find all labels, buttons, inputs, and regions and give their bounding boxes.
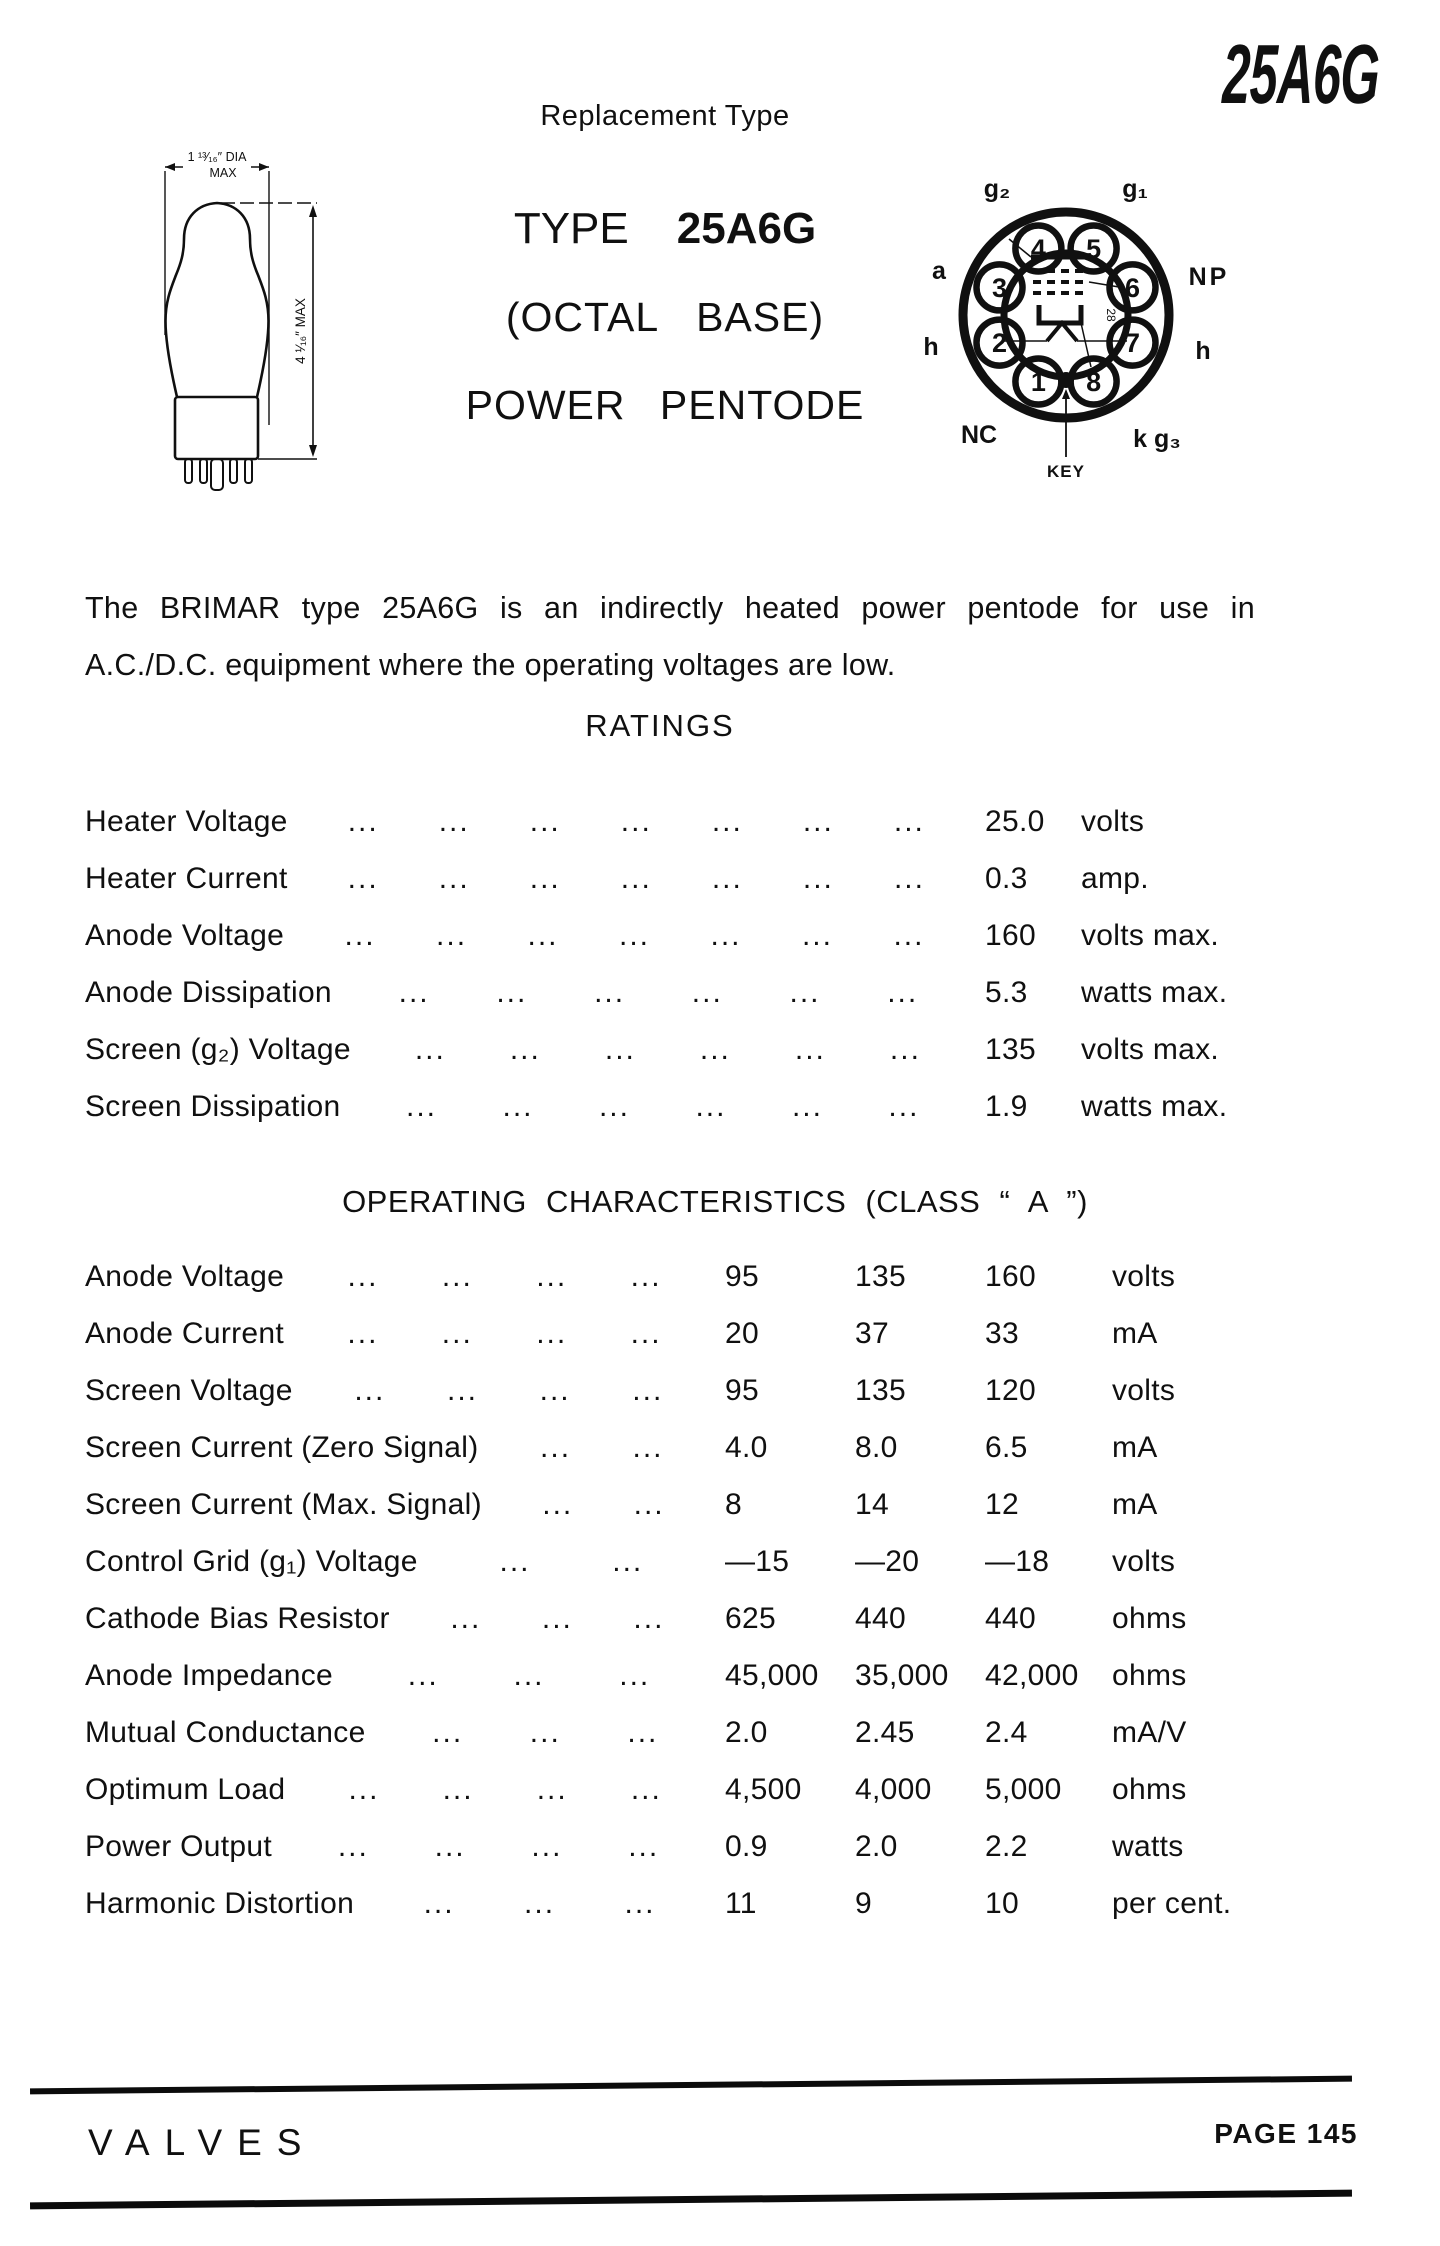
dot-group: ... <box>441 1260 473 1293</box>
characteristic-value: 4,000 <box>855 1773 932 1806</box>
dot-group: ... <box>337 1830 369 1863</box>
row-label-cell <box>85 1818 725 1875</box>
dia-dimension-label: 1 ¹³⁄₁₆″ DIA <box>187 150 247 164</box>
ratings-row <box>85 850 1275 907</box>
dot-group: ... <box>627 1716 659 1749</box>
characteristic-value: 625 <box>725 1602 776 1635</box>
dot-group: ... <box>630 1260 662 1293</box>
row-label-cell <box>85 1362 725 1419</box>
characteristic-value: 440 <box>855 1602 906 1635</box>
pin-label-a: a <box>932 257 946 285</box>
dot-group: ... <box>541 1602 573 1635</box>
tube-pins <box>185 459 252 490</box>
row-label: Anode Impedance <box>85 1659 334 1692</box>
dot-leaders <box>284 1248 725 1305</box>
characteristics-row <box>85 1818 1355 1875</box>
row-label-cell <box>85 1761 725 1818</box>
row-label-cell <box>85 907 985 964</box>
rating-value-cell <box>985 793 1275 850</box>
type-title <box>370 204 960 254</box>
characteristic-value: 6.5 <box>985 1431 1028 1464</box>
rating-value-cell <box>985 1021 1275 1078</box>
dot-leaders <box>366 1704 725 1761</box>
dot-group: ... <box>529 805 561 838</box>
rating-value: 135 <box>985 1033 1036 1066</box>
rating-unit: amp. <box>1081 862 1149 895</box>
dot-group: ... <box>542 1488 574 1521</box>
characteristic-unit: mA <box>1112 1488 1158 1521</box>
power-pentode-subtitle: POWER PENTODE <box>465 382 865 428</box>
dot-group: ... <box>620 862 652 895</box>
characteristic-unit: ohms <box>1112 1773 1187 1806</box>
footer-bottom-rule <box>30 2190 1352 2210</box>
characteristic-value: 20 <box>725 1317 759 1350</box>
row-label: Screen Voltage <box>85 1374 293 1407</box>
dot-leaders <box>351 1021 985 1078</box>
dot-group: ... <box>499 1545 531 1578</box>
dot-group: ... <box>441 1317 473 1350</box>
octal-base-subtitle: (OCTAL BASE) <box>505 294 825 340</box>
characteristic-unit: volts <box>1112 1374 1176 1407</box>
type-title-prefix: TYPE <box>513 204 629 253</box>
dot-leaders <box>284 907 985 964</box>
characteristic-value: 11 <box>725 1887 757 1920</box>
row-label: Cathode Bias Resistor <box>85 1602 390 1635</box>
pin-number-1: 1 <box>1030 367 1046 397</box>
characteristic-value: 0.9 <box>725 1830 768 1863</box>
dot-group: ... <box>540 1431 572 1464</box>
intro-line-1: The BRIMAR type 25A6G is an indirectly heated power pentode for use in <box>85 591 1255 625</box>
dot-group: ... <box>434 1830 466 1863</box>
dot-group: ... <box>632 1374 664 1407</box>
dot-group: ... <box>513 1659 545 1692</box>
dot-group: ... <box>536 1773 568 1806</box>
dot-group: ... <box>531 1830 563 1863</box>
characteristic-unit: volts <box>1112 1260 1176 1293</box>
row-label-cell <box>85 1021 985 1078</box>
dot-group: ... <box>450 1602 482 1635</box>
row-label-cell <box>85 850 985 907</box>
row-label: Heater Voltage <box>85 805 288 838</box>
pin-label-g2: g₂ <box>983 175 1011 203</box>
dot-group: ... <box>536 1260 568 1293</box>
tube-bulb <box>166 203 269 397</box>
ratings-row <box>85 793 1275 850</box>
dot-group: ... <box>348 1773 380 1806</box>
page-corner-type-number: 25A6G <box>1221 27 1380 121</box>
row-label: Anode Voltage <box>85 1260 285 1293</box>
dot-group: ... <box>527 919 559 952</box>
characteristics-row <box>85 1248 1355 1305</box>
characteristics-row <box>85 1761 1355 1818</box>
characteristics-row <box>85 1419 1355 1476</box>
characteristic-value: —15 <box>725 1545 790 1578</box>
octal-base-pinout-diagram <box>881 137 1251 507</box>
characteristic-value: 33 <box>985 1317 1019 1350</box>
row-label: Screen Current (Max. Signal) <box>85 1488 482 1521</box>
row-label-cell <box>85 793 985 850</box>
dot-group: ... <box>524 1887 556 1920</box>
dot-group: ... <box>347 805 379 838</box>
rating-value: 25.0 <box>985 805 1045 838</box>
dot-group: ... <box>407 1659 439 1692</box>
rating-value: 0.3 <box>985 862 1028 895</box>
dot-group: ... <box>619 919 651 952</box>
dim-arrow-up <box>309 205 317 217</box>
dot-leaders <box>288 793 985 850</box>
footer-section-label: VALVES <box>88 2122 317 2163</box>
row-label-cell <box>85 1875 725 1932</box>
dot-group: ... <box>711 805 743 838</box>
row-label: Anode Current <box>85 1317 285 1350</box>
rating-unit: volts <box>1081 805 1145 838</box>
characteristics-row <box>85 1476 1355 1533</box>
dot-group: ... <box>620 805 652 838</box>
dot-group: ... <box>536 1317 568 1350</box>
height-dimension-label: 4 ¹⁄₁₆″ MAX <box>293 298 308 364</box>
dot-group: ... <box>414 1033 446 1066</box>
dot-group: ... <box>438 805 470 838</box>
row-label: Optimum Load <box>85 1773 286 1806</box>
pin-number-8: 8 <box>1086 367 1102 397</box>
dot-group: ... <box>628 1830 660 1863</box>
dot-group: ... <box>539 1374 571 1407</box>
characteristic-unit: mA/V <box>1112 1716 1187 1749</box>
dot-group: ... <box>354 1374 386 1407</box>
characteristic-unit: per cent. <box>1112 1887 1232 1920</box>
row-label-cell <box>85 1590 725 1647</box>
row-label: Heater Current <box>85 862 288 895</box>
type-title-number: 25A6G <box>676 204 817 253</box>
characteristic-value: 2.0 <box>725 1716 768 1749</box>
dim-arrow-right <box>259 163 269 171</box>
pin-number-2: 2 <box>991 328 1008 358</box>
dot-group: ... <box>710 919 742 952</box>
dot-group: ... <box>801 919 833 952</box>
ratings-row <box>85 907 1275 964</box>
dot-group: ... <box>594 976 626 1009</box>
rating-unit: watts max. <box>1081 976 1228 1009</box>
dot-leaders <box>390 1590 725 1647</box>
dot-group: ... <box>711 862 743 895</box>
row-label-cell <box>85 1533 725 1590</box>
characteristic-unit: volts <box>1112 1545 1176 1578</box>
characteristic-value: 120 <box>985 1374 1036 1407</box>
row-label-cell <box>85 1078 985 1135</box>
pin-label-nc: NC <box>960 421 998 449</box>
dot-leaders <box>354 1875 725 1932</box>
row-label: Anode Dissipation <box>85 976 332 1009</box>
dia-dimension-label-2: MAX <box>209 166 237 180</box>
tube-outline-drawing <box>117 125 347 495</box>
dot-group: ... <box>347 1317 379 1350</box>
characteristic-value: 8.0 <box>855 1431 898 1464</box>
characteristic-value: 2.4 <box>985 1716 1028 1749</box>
dot-group: ... <box>695 1090 727 1123</box>
pin-number-6: 6 <box>1124 273 1141 303</box>
characteristic-unit: mA <box>1112 1317 1158 1350</box>
ratings-table <box>85 793 1275 1135</box>
characteristic-value: 135 <box>855 1374 906 1407</box>
dot-group: ... <box>423 1887 455 1920</box>
dot-group: ... <box>887 976 919 1009</box>
dot-group: ... <box>438 862 470 895</box>
dot-leaders <box>482 1476 725 1533</box>
pin-label-h-left: h <box>923 333 939 361</box>
characteristic-value: —18 <box>985 1545 1050 1578</box>
dot-group: ... <box>344 919 376 952</box>
characteristic-value: 5,000 <box>985 1773 1062 1806</box>
dot-group: ... <box>802 862 834 895</box>
dot-leaders <box>288 850 985 907</box>
dim-arrow-left <box>165 163 175 171</box>
dot-leaders <box>332 964 985 1021</box>
dot-group: ... <box>794 1033 826 1066</box>
dot-group: ... <box>446 1374 478 1407</box>
characteristic-value: 2.45 <box>855 1716 915 1749</box>
dot-leaders <box>285 1761 725 1818</box>
dot-group: ... <box>789 976 821 1009</box>
basing-code: 28 <box>1104 308 1118 322</box>
dot-group: ... <box>436 919 468 952</box>
characteristic-value: 160 <box>985 1260 1036 1293</box>
dot-leaders <box>418 1533 725 1590</box>
pin-label-np: NP <box>1188 263 1230 291</box>
intro-paragraph <box>85 580 1255 694</box>
dot-leaders <box>284 1305 725 1362</box>
row-label-cell <box>85 1476 725 1533</box>
dot-group: ... <box>889 1033 921 1066</box>
key-label: KEY <box>1047 462 1085 481</box>
characteristic-unit: watts <box>1112 1830 1184 1863</box>
characteristics-row <box>85 1647 1355 1704</box>
ratings-row <box>85 1021 1275 1078</box>
characteristic-value: 45,000 <box>725 1659 819 1692</box>
row-label-cell <box>85 1419 725 1476</box>
characteristic-value: 2.0 <box>855 1830 898 1863</box>
characteristic-value: 37 <box>855 1317 889 1350</box>
dot-group: ... <box>893 862 925 895</box>
row-label-cell <box>85 1704 725 1761</box>
characteristics-row <box>85 1533 1355 1590</box>
rating-unit: volts max. <box>1081 1033 1220 1066</box>
characteristic-value: 14 <box>855 1488 889 1521</box>
dot-group: ... <box>598 1090 630 1123</box>
dot-group: ... <box>791 1090 823 1123</box>
ratings-row <box>85 1078 1275 1135</box>
characteristic-value: 95 <box>725 1260 759 1293</box>
dot-group: ... <box>633 1488 665 1521</box>
intro-line-2: A.C./D.C. equipment where the operating voltages are low. <box>85 648 896 682</box>
dot-group: ... <box>432 1716 464 1749</box>
row-label-cell <box>85 1305 725 1362</box>
row-label: Screen Current (Zero Signal) <box>85 1431 479 1464</box>
characteristics-row <box>85 1305 1355 1362</box>
pin-number-4: 4 <box>1030 234 1046 264</box>
dot-leaders <box>272 1818 725 1875</box>
row-label-cell <box>85 964 985 1021</box>
dot-group: ... <box>893 805 925 838</box>
row-label: Screen Dissipation <box>85 1090 341 1123</box>
key-arrow <box>1062 389 1070 399</box>
rating-value-cell <box>985 1078 1275 1135</box>
dot-group: ... <box>630 1317 662 1350</box>
dot-group: ... <box>442 1773 474 1806</box>
dot-leaders <box>333 1647 725 1704</box>
characteristic-value: 12 <box>985 1488 1019 1521</box>
dot-group: ... <box>630 1773 662 1806</box>
rating-value-cell <box>985 964 1275 1021</box>
characteristics-row <box>85 1875 1355 1932</box>
dot-group: ... <box>496 976 528 1009</box>
characteristic-value: —20 <box>855 1545 920 1578</box>
dot-group: ... <box>406 1090 438 1123</box>
rating-value: 5.3 <box>985 976 1028 1009</box>
dot-group: ... <box>502 1090 534 1123</box>
row-label: Power Output <box>85 1830 273 1863</box>
characteristics-row <box>85 1362 1355 1419</box>
dot-group: ... <box>398 976 430 1009</box>
dot-group: ... <box>633 1602 665 1635</box>
row-label: Mutual Conductance <box>85 1716 366 1749</box>
dot-group: ... <box>802 805 834 838</box>
characteristic-value: 135 <box>855 1260 906 1293</box>
characteristic-value: 35,000 <box>855 1659 949 1692</box>
pin-number-5: 5 <box>1086 234 1102 264</box>
characteristic-unit: ohms <box>1112 1602 1187 1635</box>
dot-group: ... <box>691 976 723 1009</box>
dot-group: ... <box>632 1431 664 1464</box>
page-number: PAGE 145 <box>1214 2118 1358 2149</box>
characteristic-value: 4.0 <box>725 1431 768 1464</box>
dot-leaders <box>479 1419 725 1476</box>
characteristic-value: 8 <box>725 1488 742 1521</box>
dot-leaders <box>341 1078 985 1135</box>
dot-group: ... <box>529 862 561 895</box>
dot-leaders <box>293 1362 725 1419</box>
operating-characteristics-heading: OPERATING CHARACTERISTICS (CLASS “ A ”) <box>342 1184 1088 1219</box>
characteristic-value: 10 <box>985 1887 1019 1920</box>
ratings-heading: RATINGS <box>585 708 735 743</box>
dot-group: ... <box>624 1887 656 1920</box>
characteristic-value: 2.2 <box>985 1830 1028 1863</box>
tube-base <box>175 397 258 459</box>
row-label-cell <box>85 1248 725 1305</box>
dot-group: ... <box>612 1545 644 1578</box>
dot-group: ... <box>509 1033 541 1066</box>
characteristic-value: 42,000 <box>985 1659 1079 1692</box>
dot-group: ... <box>888 1090 920 1123</box>
dot-group: ... <box>347 1260 379 1293</box>
rating-value: 1.9 <box>985 1090 1028 1123</box>
row-label: Control Grid (g₁) Voltage <box>85 1545 418 1578</box>
dot-group: ... <box>619 1659 651 1692</box>
pin-label-g1: g₁ <box>1122 175 1148 203</box>
rating-value-cell <box>985 907 1275 964</box>
pin-label-h-right: h <box>1195 337 1211 365</box>
dim-arrow-down <box>309 445 317 457</box>
rating-unit: watts max. <box>1081 1090 1228 1123</box>
characteristics-row <box>85 1704 1355 1761</box>
row-label: Screen (g₂) Voltage <box>85 1033 351 1066</box>
footer-top-rule <box>30 2076 1352 2095</box>
pin-label-kg3: k g₃ <box>1133 425 1181 453</box>
operating-characteristics-table <box>85 1248 1355 1932</box>
row-label: Anode Voltage <box>85 919 285 952</box>
row-label-cell <box>85 1647 725 1704</box>
dot-group: ... <box>699 1033 731 1066</box>
dot-group: ... <box>604 1033 636 1066</box>
characteristics-row <box>85 1590 1355 1647</box>
pin-number-7: 7 <box>1124 328 1141 358</box>
dot-group: ... <box>893 919 925 952</box>
characteristic-value: 440 <box>985 1602 1036 1635</box>
pin-number-3: 3 <box>991 273 1008 303</box>
characteristic-value: 9 <box>855 1887 872 1920</box>
dot-group: ... <box>529 1716 561 1749</box>
ratings-row <box>85 964 1275 1021</box>
row-label: Harmonic Distortion <box>85 1887 355 1920</box>
characteristic-unit: mA <box>1112 1431 1158 1464</box>
characteristic-value: 4,500 <box>725 1773 802 1806</box>
replacement-type-label: Replacement Type <box>540 100 790 132</box>
rating-unit: volts max. <box>1081 919 1220 952</box>
rating-value-cell <box>985 850 1275 907</box>
characteristic-value: 95 <box>725 1374 759 1407</box>
characteristic-unit: ohms <box>1112 1659 1187 1692</box>
dot-group: ... <box>347 862 379 895</box>
rating-value: 160 <box>985 919 1036 952</box>
